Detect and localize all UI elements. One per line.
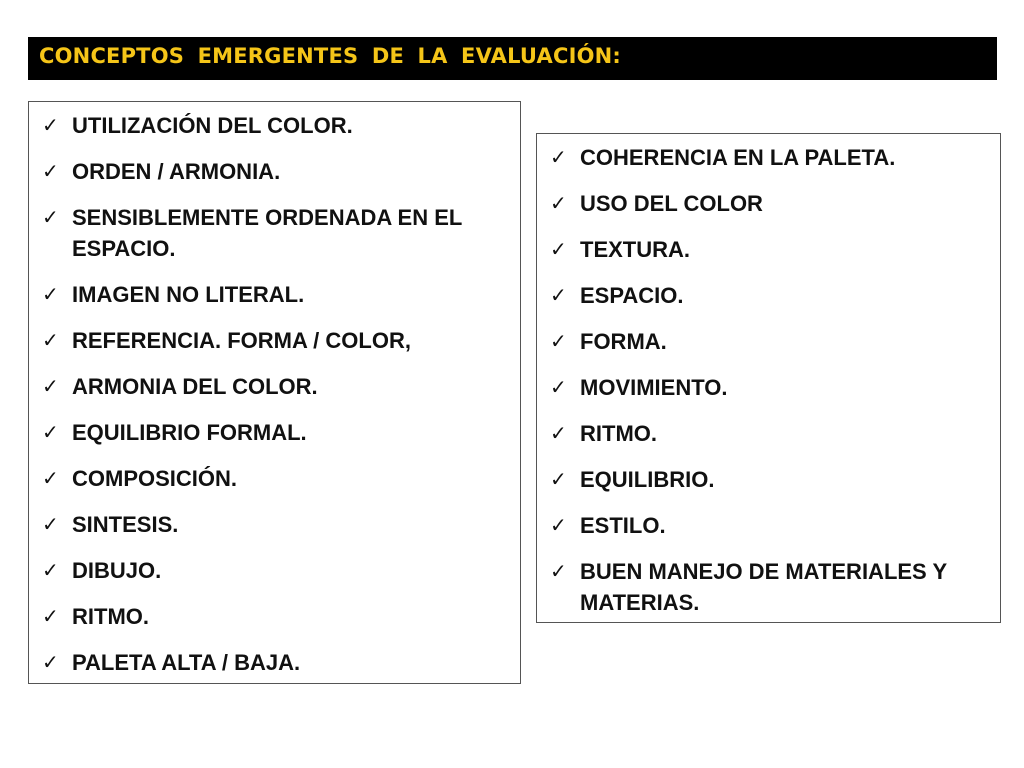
list-item-label: TEXTURA.: [580, 237, 690, 262]
list-item-label: SENSIBLEMENTE ORDENADA EN EL ESPACIO.: [72, 205, 462, 261]
list-item-label: BUEN MANEJO DE MATERIALES Y MATERIAS.: [580, 559, 947, 615]
check-mark-icon: ✓: [42, 205, 59, 229]
list-item-label: COMPOSICIÓN.: [72, 466, 238, 491]
left-concepts-box: [28, 101, 521, 684]
check-mark-icon: ✓: [42, 558, 59, 582]
check-mark-icon: ✓: [42, 113, 59, 137]
list-item-label: MOVIMIENTO.: [580, 375, 728, 400]
right-concepts-list: [537, 134, 1000, 618]
list-item: [29, 601, 520, 632]
list-item-label: ARMONIA DEL COLOR.: [72, 374, 318, 399]
list-item-label: UTILIZACIÓN DEL COLOR.: [72, 113, 353, 138]
list-item: [29, 371, 520, 402]
check-mark-icon: ✓: [42, 604, 59, 628]
check-mark-icon: ✓: [550, 559, 567, 583]
list-item: [29, 509, 520, 540]
list-item: [537, 188, 1000, 219]
page-title: CONCEPTOS EMERGENTES DE LA EVALUACIÓN:: [39, 44, 622, 68]
check-mark-icon: ✓: [550, 467, 567, 491]
list-item-label: USO DEL COLOR: [580, 191, 763, 216]
check-mark-icon: ✓: [550, 283, 567, 307]
list-item-label: RITMO.: [72, 604, 149, 629]
list-item-label: ORDEN / ARMONIA.: [72, 159, 281, 184]
right-concepts-box: [536, 133, 1001, 623]
check-mark-icon: ✓: [550, 145, 567, 169]
left-concepts-list: [29, 102, 520, 678]
check-mark-icon: ✓: [42, 328, 59, 352]
title-bar: [28, 37, 997, 80]
list-item-label: IMAGEN NO LITERAL.: [72, 282, 305, 307]
list-item: [537, 142, 1000, 173]
check-mark-icon: ✓: [550, 421, 567, 445]
check-mark-icon: ✓: [42, 420, 59, 444]
list-item-label: ESPACIO.: [580, 283, 684, 308]
list-item: [29, 647, 520, 678]
list-item: [29, 279, 520, 310]
check-mark-icon: ✓: [42, 512, 59, 536]
check-mark-icon: ✓: [550, 329, 567, 353]
check-mark-icon: ✓: [550, 237, 567, 261]
list-item: [537, 372, 1000, 403]
list-item-label: ESTILO.: [580, 513, 666, 538]
list-item: [29, 110, 520, 141]
list-item: [537, 234, 1000, 265]
check-mark-icon: ✓: [550, 191, 567, 215]
check-mark-icon: ✓: [42, 374, 59, 398]
list-item-label: SINTESIS.: [72, 512, 179, 537]
list-item: [29, 325, 520, 356]
check-mark-icon: ✓: [550, 375, 567, 399]
list-item: [537, 418, 1000, 449]
list-item-label: RITMO.: [580, 421, 657, 446]
list-item: [29, 555, 520, 586]
list-item: [537, 556, 1000, 618]
list-item: [29, 463, 520, 494]
list-item: [537, 510, 1000, 541]
check-mark-icon: ✓: [42, 650, 59, 674]
list-item: [537, 280, 1000, 311]
list-item-label: EQUILIBRIO FORMAL.: [72, 420, 307, 445]
list-item: [29, 417, 520, 448]
list-item-label: PALETA ALTA / BAJA.: [72, 650, 301, 675]
check-mark-icon: ✓: [550, 513, 567, 537]
list-item: [29, 202, 520, 264]
list-item-label: FORMA.: [580, 329, 667, 354]
check-mark-icon: ✓: [42, 282, 59, 306]
list-item-label: REFERENCIA. FORMA / COLOR,: [72, 328, 411, 353]
list-item: [537, 326, 1000, 357]
list-item: [29, 156, 520, 187]
list-item-label: DIBUJO.: [72, 558, 162, 583]
list-item-label: COHERENCIA EN LA PALETA.: [580, 145, 896, 170]
check-mark-icon: ✓: [42, 159, 59, 183]
list-item: [537, 464, 1000, 495]
list-item-label: EQUILIBRIO.: [580, 467, 715, 492]
check-mark-icon: ✓: [42, 466, 59, 490]
